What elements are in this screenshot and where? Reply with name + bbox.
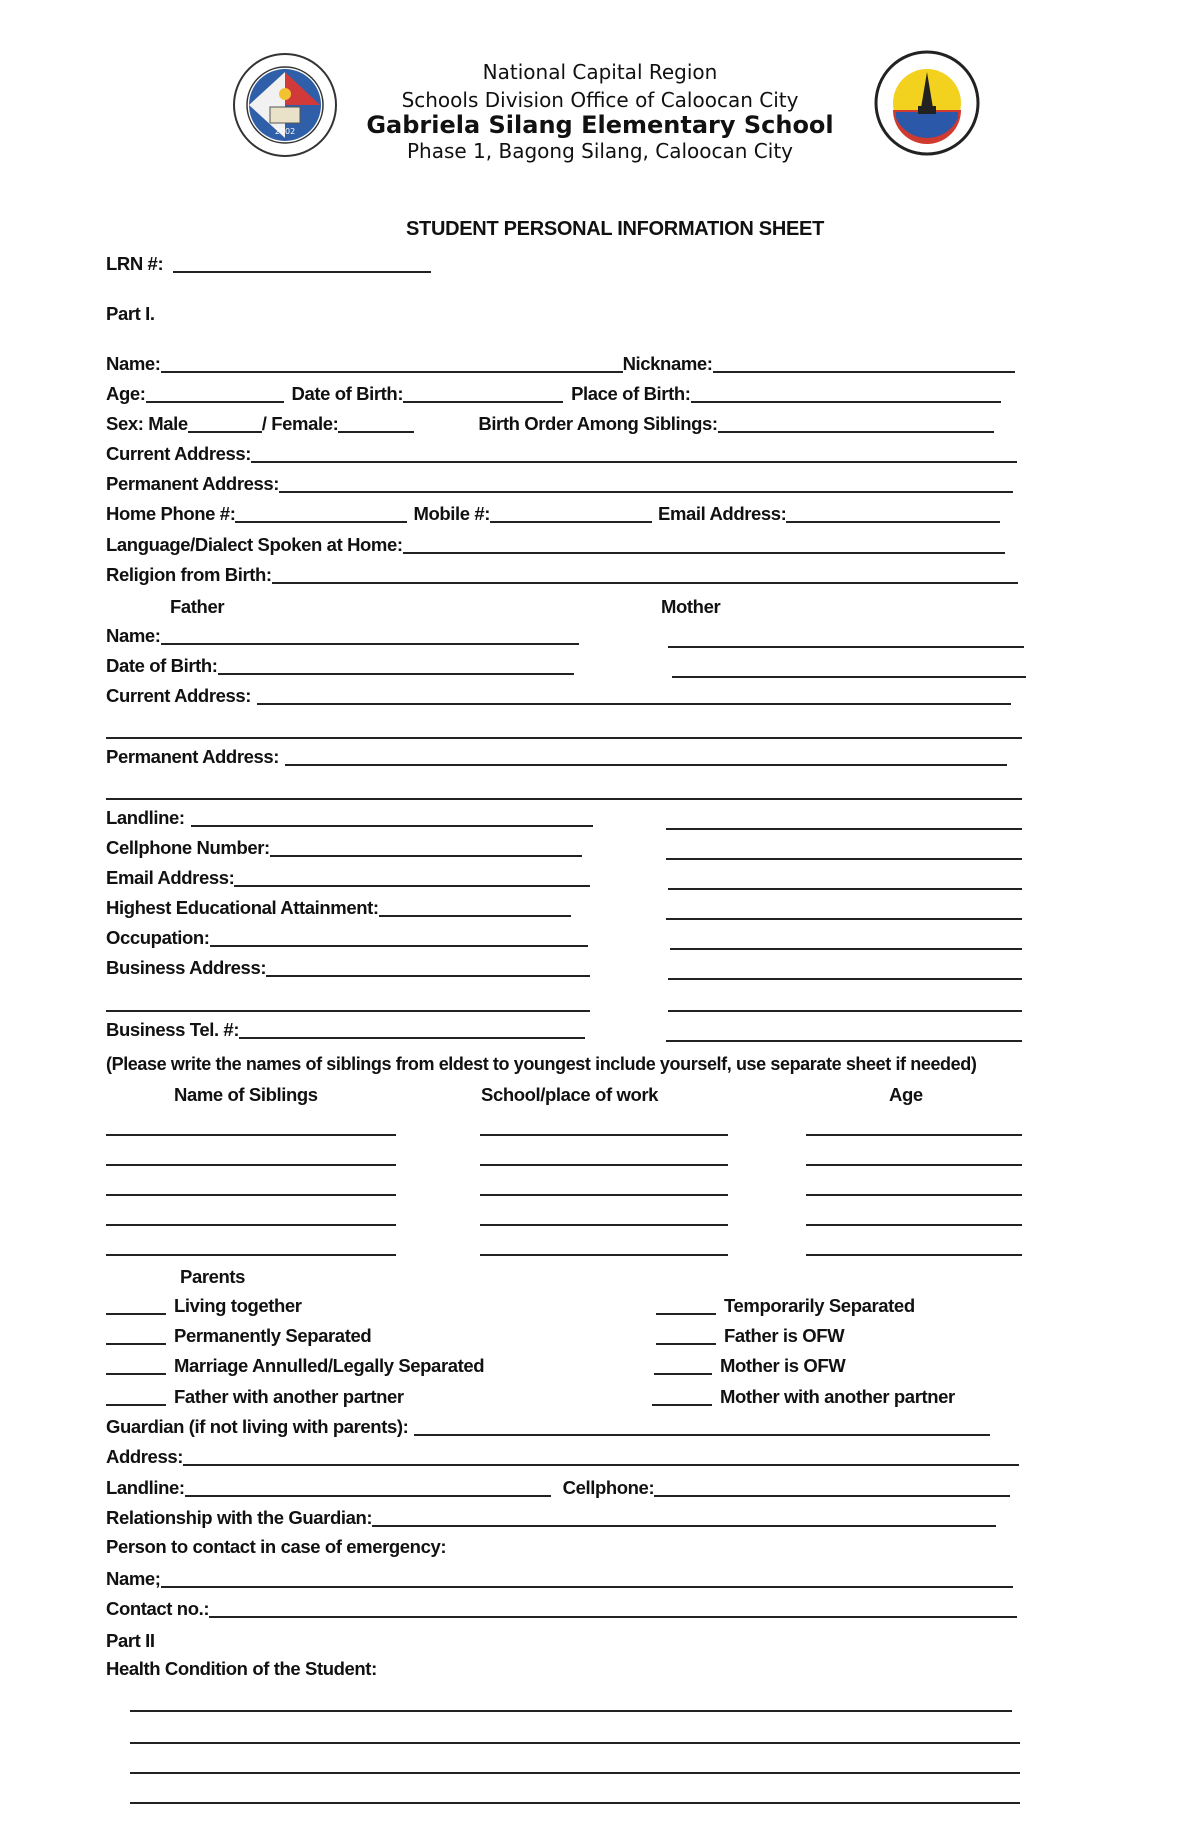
part2-heading: Part II (106, 1630, 155, 1651)
sibling-age-field[interactable] (806, 1194, 1022, 1196)
status-father-partner (106, 1385, 404, 1409)
father-occupation-field[interactable] (210, 929, 588, 947)
form-title: STUDENT PERSONAL INFORMATION SHEET (406, 218, 824, 240)
status-mother-ofw (654, 1354, 845, 1378)
status-living-together (106, 1294, 302, 1318)
mobile-field[interactable] (490, 505, 652, 523)
parent-occupation-label: Occupation: (106, 927, 210, 948)
health-condition-field[interactable] (130, 1802, 1020, 1804)
father-cellphone-field[interactable] (270, 839, 582, 857)
sibling-school-field[interactable] (480, 1194, 728, 1196)
parent-dob-row (106, 654, 574, 678)
health-condition-field[interactable] (130, 1710, 1012, 1712)
father-email-field[interactable] (234, 869, 590, 887)
current-address-label: Current Address: (106, 443, 252, 464)
birth-order-label: Birth Order Among Siblings: (478, 413, 718, 434)
sibling-name-field[interactable] (106, 1194, 396, 1196)
status-checkbox[interactable] (656, 1327, 716, 1345)
parent-landline-row (106, 806, 593, 830)
parent-permanent-address-field-2[interactable] (106, 798, 1022, 800)
division-name: Schools Division Office of Caloocan City (401, 88, 799, 112)
siblings-col-school: School/place of work (481, 1084, 659, 1105)
guardian-landline-field[interactable] (185, 1479, 551, 1497)
siblings-instruction: (Please write the names of siblings from eldest to youngest include yourself, use separate sheet if needed) (106, 1054, 977, 1074)
emergency-contact-field[interactable] (209, 1600, 1017, 1618)
status-checkbox[interactable] (656, 1297, 716, 1315)
guardian-phone-row (106, 1476, 1010, 1500)
parent-permanent-address-field[interactable] (285, 748, 1007, 766)
guardian-label: Guardian (if not living with parents): (106, 1416, 409, 1437)
status-marriage-annulled (106, 1354, 484, 1378)
seal-year: 2002 (274, 127, 296, 136)
age-label: Age: (106, 383, 146, 404)
status-temporarily-separated (656, 1294, 915, 1318)
parent-current-address-field[interactable] (257, 687, 1011, 705)
sibling-name-field[interactable] (106, 1164, 396, 1166)
status-checkbox[interactable] (106, 1297, 166, 1315)
current-address-row (106, 442, 1017, 466)
guardian-relationship-row (106, 1506, 996, 1530)
status-label: Mother is OFW (720, 1355, 846, 1376)
status-checkbox[interactable] (654, 1357, 712, 1375)
lrn-row (106, 252, 431, 276)
parent-education-label: Highest Educational Attainment: (106, 897, 379, 918)
status-permanently-separated (106, 1324, 371, 1348)
parents-status-heading: Parents (180, 1266, 246, 1287)
status-father-ofw (656, 1324, 844, 1348)
status-label: Mother with another partner (720, 1386, 955, 1407)
parent-name-label: Name: (106, 625, 161, 646)
permanent-address-row (106, 472, 1013, 496)
mother-email-field[interactable] (668, 888, 1022, 890)
emergency-contact-row (106, 1597, 1017, 1621)
sibling-age-field[interactable] (806, 1254, 1022, 1256)
status-label: Temporarily Separated (724, 1295, 915, 1316)
sibling-name-field[interactable] (106, 1254, 396, 1256)
sibling-name-field[interactable] (106, 1224, 396, 1226)
sibling-age-field[interactable] (806, 1134, 1022, 1136)
sibling-school-field[interactable] (480, 1224, 728, 1226)
sibling-school-field[interactable] (480, 1134, 728, 1136)
mother-landline-field[interactable] (666, 828, 1022, 830)
part1-label: Part I. (106, 303, 155, 324)
emergency-name-field[interactable] (161, 1570, 1013, 1588)
sex-female-field[interactable] (338, 415, 414, 433)
parent-permanent-address-row (106, 745, 1007, 769)
nickname-field[interactable] (713, 355, 1015, 373)
emergency-name-label: Name; (106, 1568, 161, 1589)
mother-name-field[interactable] (668, 646, 1024, 648)
religion-field[interactable] (272, 566, 1018, 584)
sibling-school-field[interactable] (480, 1254, 728, 1256)
mother-education-field[interactable] (666, 918, 1022, 920)
emergency-heading: Person to contact in case of emergency: (106, 1536, 447, 1557)
status-label: Living together (174, 1295, 302, 1316)
pob-label: Place of Birth: (571, 383, 691, 404)
name-row (106, 352, 1015, 376)
parent-dob-label: Date of Birth: (106, 655, 218, 676)
language-label: Language/Dialect Spoken at Home: (106, 534, 403, 555)
sibling-age-field[interactable] (806, 1224, 1022, 1226)
parent-email-label: Email Address: (106, 867, 235, 888)
parent-email-row (106, 866, 590, 890)
health-condition-field[interactable] (130, 1772, 1020, 1774)
dob-field[interactable] (403, 385, 563, 403)
guardian-field[interactable] (414, 1418, 990, 1436)
email-label: Email Address: (658, 503, 787, 524)
father-name-field[interactable] (161, 627, 579, 645)
parent-landline-label: Landline: (106, 807, 185, 828)
father-heading: Father (170, 596, 225, 617)
mother-business-tel-field[interactable] (666, 1040, 1022, 1042)
father-education-field[interactable] (379, 899, 571, 917)
parent-business-address-label: Business Address: (106, 957, 267, 978)
contact-row (106, 502, 1000, 526)
father-business-tel-field[interactable] (239, 1021, 585, 1039)
status-checkbox[interactable] (106, 1327, 166, 1345)
mother-dob-field[interactable] (672, 676, 1026, 678)
parent-business-tel-row (106, 1018, 585, 1042)
guardian-row (106, 1415, 990, 1439)
sex-row (106, 412, 994, 436)
father-business-address-field-2[interactable] (106, 1010, 590, 1012)
status-label: Father with another partner (174, 1386, 404, 1407)
parent-permanent-address-label: Permanent Address: (106, 746, 280, 767)
birth-order-field[interactable] (718, 415, 994, 433)
language-row (106, 533, 1005, 557)
sex-male-label: Sex: Male (106, 413, 188, 434)
health-condition-field[interactable] (130, 1742, 1020, 1744)
language-field[interactable] (403, 536, 1005, 554)
parent-business-tel-label: Business Tel. #: (106, 1019, 240, 1040)
status-mother-partner (652, 1385, 955, 1409)
parent-current-address-row (106, 684, 1011, 708)
age-row (106, 382, 1001, 406)
age-field[interactable] (146, 385, 284, 403)
parent-current-address-label: Current Address: (106, 685, 252, 706)
father-business-address-field[interactable] (266, 959, 590, 977)
guardian-cellphone-field[interactable] (654, 1479, 1010, 1497)
sibling-school-field[interactable] (480, 1164, 728, 1166)
home-phone-field[interactable] (235, 505, 407, 523)
mother-business-address-field[interactable] (668, 978, 1022, 980)
region-name: National Capital Region (482, 60, 718, 84)
name-field[interactable] (161, 355, 623, 373)
parent-education-row (106, 896, 571, 920)
current-address-field[interactable] (251, 445, 1017, 463)
status-label: Permanently Separated (174, 1325, 372, 1346)
guardian-landline-label: Landline: (106, 1477, 185, 1498)
guardian-relationship-field[interactable] (372, 1509, 996, 1527)
sex-male-field[interactable] (188, 415, 262, 433)
status-checkbox[interactable] (106, 1388, 166, 1406)
email-field[interactable] (786, 505, 1000, 523)
mother-cellphone-field[interactable] (666, 858, 1022, 860)
mother-heading: Mother (661, 596, 721, 617)
siblings-col-name: Name of Siblings (174, 1084, 318, 1105)
health-condition-label: Health Condition of the Student: (106, 1658, 377, 1679)
siblings-col-age: Age (889, 1084, 923, 1105)
parent-name-row (106, 624, 579, 648)
mobile-label: Mobile #: (413, 503, 491, 524)
lrn-label: LRN #: (106, 253, 164, 274)
division-seal-logo (874, 50, 980, 156)
status-label: Marriage Annulled/Legally Separated (174, 1355, 485, 1376)
home-phone-label: Home Phone #: (106, 503, 236, 524)
parent-cellphone-label: Cellphone Number: (106, 837, 270, 858)
father-landline-field[interactable] (191, 809, 593, 827)
guardian-relationship-label: Relationship with the Guardian: (106, 1507, 373, 1528)
permanent-address-label: Permanent Address: (106, 473, 280, 494)
school-address: Phase 1, Bagong Silang, Caloocan City (406, 139, 794, 163)
religion-label: Religion from Birth: (106, 564, 272, 585)
guardian-address-field[interactable] (183, 1448, 1019, 1466)
religion-row (106, 563, 1018, 587)
parent-current-address-field-2[interactable] (106, 737, 1022, 739)
school-name: Gabriela Silang Elementary School (366, 111, 834, 139)
emergency-name-row (106, 1567, 1013, 1591)
parent-cellphone-row (106, 836, 582, 860)
sibling-age-field[interactable] (806, 1164, 1022, 1166)
dob-label: Date of Birth: (291, 383, 404, 404)
status-checkbox[interactable] (652, 1388, 712, 1406)
father-dob-field[interactable] (218, 657, 574, 675)
parent-occupation-row (106, 926, 588, 950)
sibling-name-field[interactable] (106, 1134, 396, 1136)
mother-business-address-field-2[interactable] (668, 1010, 1022, 1012)
permanent-address-field[interactable] (279, 475, 1013, 493)
status-label: Father is OFW (724, 1325, 845, 1346)
part1-heading (106, 302, 155, 326)
pob-field[interactable] (691, 385, 1001, 403)
lrn-field[interactable] (173, 255, 431, 273)
guardian-cellphone-label: Cellphone: (562, 1477, 655, 1498)
guardian-address-row (106, 1445, 1019, 1469)
name-label: Name: (106, 353, 161, 374)
parent-business-address-row (106, 956, 590, 980)
guardian-address-label: Address: (106, 1446, 183, 1467)
status-checkbox[interactable] (106, 1357, 166, 1375)
mother-occupation-field[interactable] (670, 948, 1022, 950)
emergency-contact-label: Contact no.: (106, 1598, 210, 1619)
sex-female-label: / Female: (261, 413, 339, 434)
nickname-label: Nickname: (622, 353, 713, 374)
